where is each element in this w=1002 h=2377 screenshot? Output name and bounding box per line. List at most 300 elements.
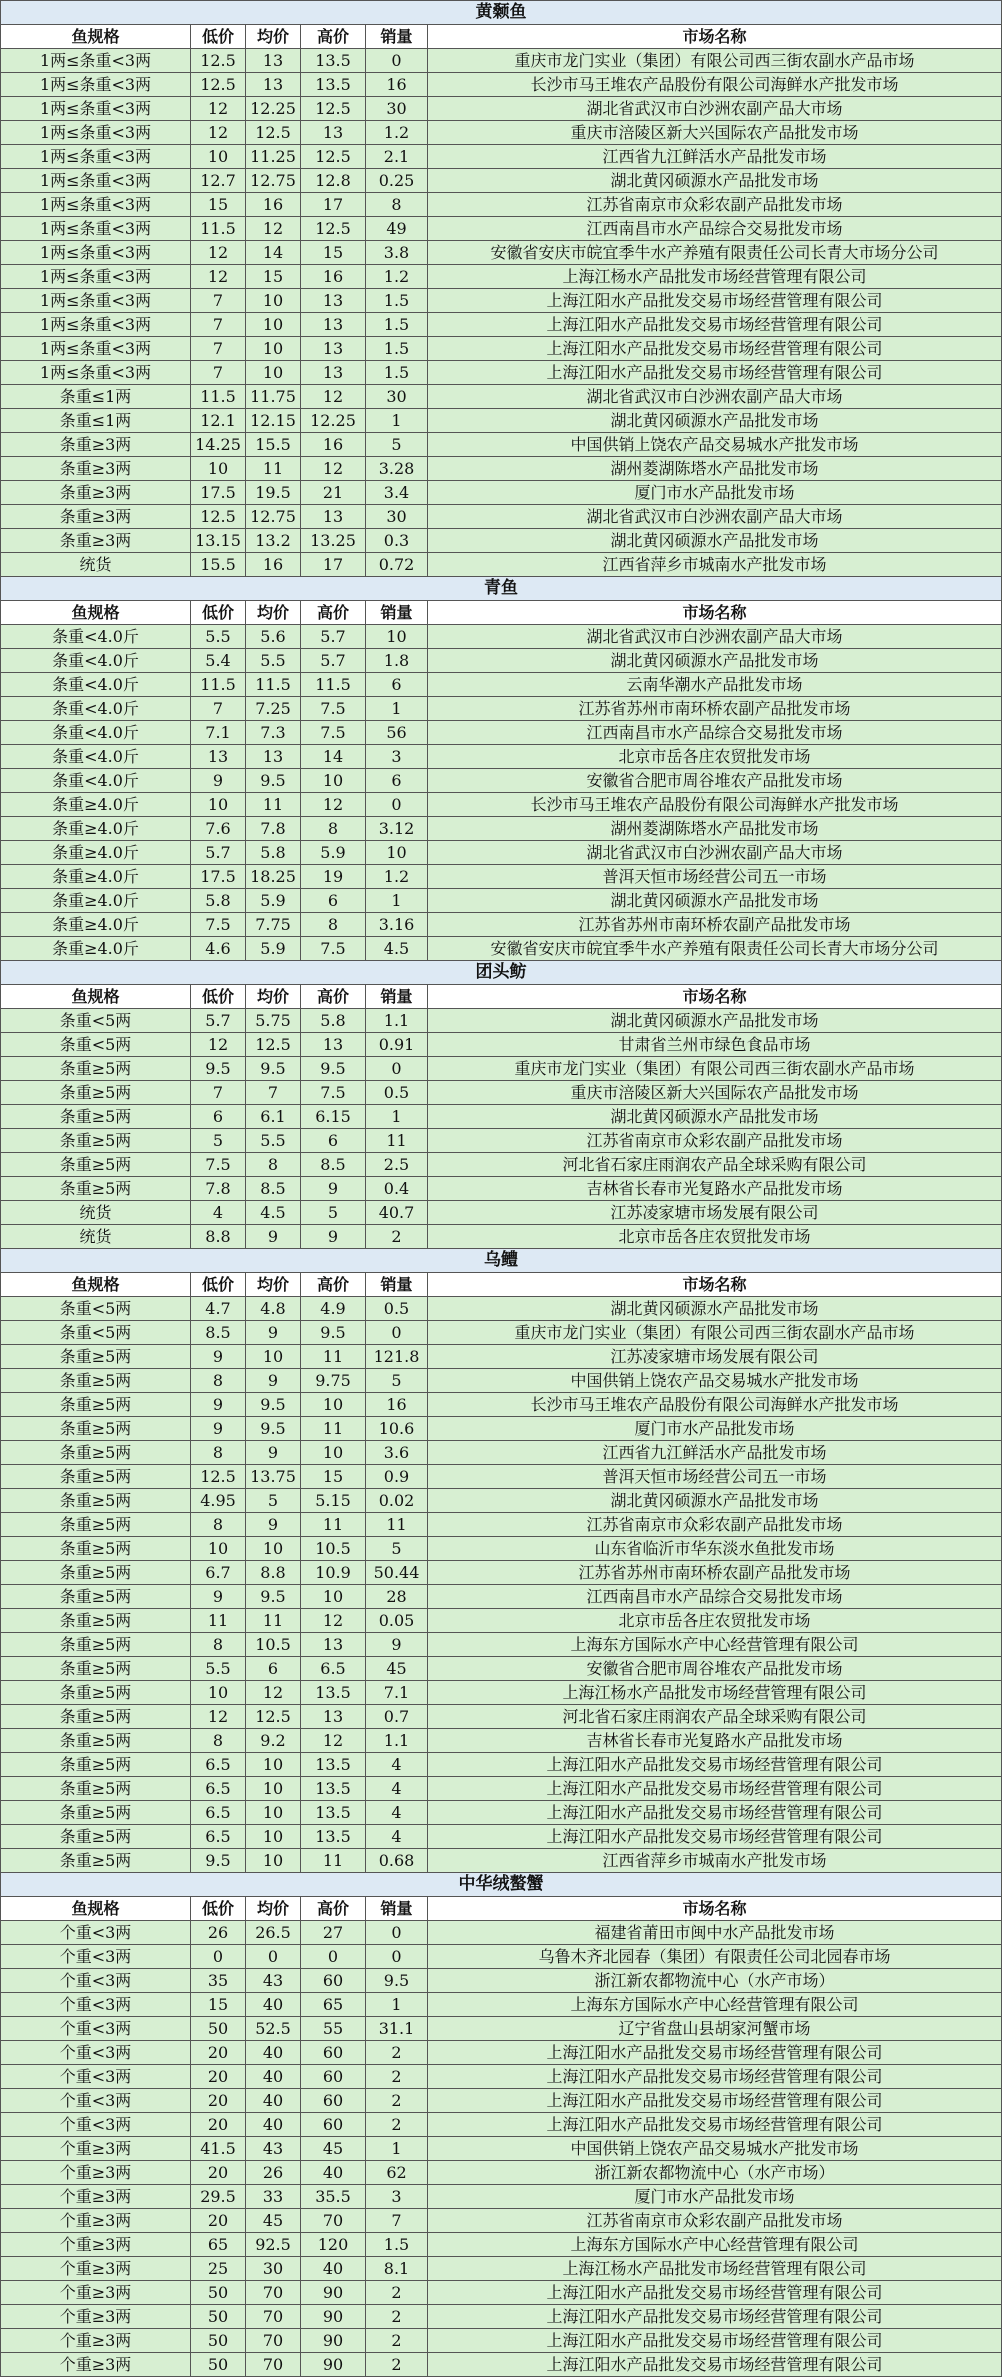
market-name-cell: 安徽省安庆市皖宜季牛水产养殖有限责任公司长青大市场分公司 <box>428 937 1002 961</box>
market-name-cell: 上海江阳水产品批发交易市场经营管理有限公司 <box>428 1753 1002 1777</box>
avg-price-cell: 33 <box>246 2185 301 2209</box>
table-row <box>1 1969 1002 1993</box>
low-price-cell: 5.8 <box>191 889 246 913</box>
volume-cell: 1.5 <box>366 289 428 313</box>
market-name-cell: 重庆市涪陵区新大兴国际农产品批发市场 <box>428 1081 1002 1105</box>
avg-price-cell: 16 <box>246 193 301 217</box>
table-row <box>1 2161 1002 2185</box>
high-price-cell: 11 <box>301 1345 366 1369</box>
avg-price-cell: 7 <box>246 1081 301 1105</box>
market-name-cell: 湖北黄冈硕源水产品批发市场 <box>428 649 1002 673</box>
avg-price-cell: 10 <box>246 361 301 385</box>
column-header: 销量 <box>366 25 428 49</box>
volume-cell: 3.6 <box>366 1441 428 1465</box>
low-price-cell: 12 <box>191 1705 246 1729</box>
table-row <box>1 505 1002 529</box>
table-row <box>1 2329 1002 2353</box>
avg-price-cell: 9 <box>246 1225 301 1249</box>
volume-cell: 45 <box>366 1657 428 1681</box>
volume-cell: 121.8 <box>366 1345 428 1369</box>
high-price-cell: 5.7 <box>301 625 366 649</box>
table-row <box>1 1177 1002 1201</box>
spec-cell: 统货 <box>1 1225 191 1249</box>
avg-price-cell: 9.2 <box>246 1729 301 1753</box>
spec-cell: 条重≥4.0斤 <box>1 793 191 817</box>
low-price-cell: 15 <box>191 1993 246 2017</box>
avg-price-cell: 7.25 <box>246 697 301 721</box>
market-name-cell: 江苏省南京市众彩农副产品批发市场 <box>428 2209 1002 2233</box>
table-row <box>1 553 1002 577</box>
volume-cell: 10.6 <box>366 1417 428 1441</box>
high-price-cell: 6 <box>301 889 366 913</box>
avg-price-cell: 10 <box>246 1849 301 1873</box>
high-price-cell: 5.8 <box>301 1009 366 1033</box>
volume-cell: 5 <box>366 433 428 457</box>
market-name-cell: 山东省临沂市华东淡水鱼批发市场 <box>428 1537 1002 1561</box>
high-price-cell: 13 <box>301 1633 366 1657</box>
market-name-cell: 上海江阳水产品批发交易市场经营管理有限公司 <box>428 289 1002 313</box>
high-price-cell: 13.5 <box>301 49 366 73</box>
table-row <box>1 937 1002 961</box>
low-price-cell: 6.7 <box>191 1561 246 1585</box>
market-name-cell: 上海江杨水产品批发市场经营管理有限公司 <box>428 1681 1002 1705</box>
spec-cell: 条重<4.0斤 <box>1 697 191 721</box>
high-price-cell: 11 <box>301 1513 366 1537</box>
high-price-cell: 5.15 <box>301 1489 366 1513</box>
market-name-cell: 湖北黄冈硕源水产品批发市场 <box>428 1297 1002 1321</box>
high-price-cell: 60 <box>301 1969 366 1993</box>
low-price-cell: 11.5 <box>191 385 246 409</box>
low-price-cell: 5.7 <box>191 1009 246 1033</box>
high-price-cell: 8 <box>301 913 366 937</box>
volume-cell: 6 <box>366 673 428 697</box>
spec-cell: 条重≥4.0斤 <box>1 841 191 865</box>
market-name-cell: 中国供销上饶农产品交易城水产批发市场 <box>428 433 1002 457</box>
low-price-cell: 65 <box>191 2233 246 2257</box>
table-row <box>1 697 1002 721</box>
low-price-cell: 7 <box>191 697 246 721</box>
table-row <box>1 2137 1002 2161</box>
high-price-cell: 9 <box>301 1177 366 1201</box>
spec-cell: 条重≥5两 <box>1 1537 191 1561</box>
section-title-row <box>1 577 1002 601</box>
column-header: 均价 <box>246 1273 301 1297</box>
market-name-cell: 浙江新农都物流中心（水产市场） <box>428 1969 1002 1993</box>
volume-cell: 2 <box>366 2041 428 2065</box>
column-header: 高价 <box>301 1273 366 1297</box>
spec-cell: 1两≤条重<3两 <box>1 49 191 73</box>
table-row <box>1 1129 1002 1153</box>
market-name-cell: 安徽省合肥市周谷堆农产品批发市场 <box>428 1657 1002 1681</box>
avg-price-cell: 13 <box>246 73 301 97</box>
volume-cell: 0 <box>366 1921 428 1945</box>
spec-cell: 条重<4.0斤 <box>1 769 191 793</box>
table-row <box>1 1393 1002 1417</box>
spec-cell: 条重≥3两 <box>1 457 191 481</box>
avg-price-cell: 10 <box>246 1537 301 1561</box>
avg-price-cell: 13.2 <box>246 529 301 553</box>
high-price-cell: 8.5 <box>301 1153 366 1177</box>
table-row <box>1 2065 1002 2089</box>
volume-cell: 0.3 <box>366 529 428 553</box>
column-header: 鱼规格 <box>1 25 191 49</box>
market-name-cell: 湖北黄冈硕源水产品批发市场 <box>428 889 1002 913</box>
table-row <box>1 1297 1002 1321</box>
high-price-cell: 13 <box>301 337 366 361</box>
high-price-cell: 9.5 <box>301 1057 366 1081</box>
table-row <box>1 433 1002 457</box>
volume-cell: 8.1 <box>366 2257 428 2281</box>
low-price-cell: 50 <box>191 2017 246 2041</box>
market-name-cell: 上海江杨水产品批发市场经营管理有限公司 <box>428 2257 1002 2281</box>
avg-price-cell: 12.5 <box>246 1033 301 1057</box>
spec-cell: 1两≤条重<3两 <box>1 121 191 145</box>
table-row <box>1 1537 1002 1561</box>
volume-cell: 0.4 <box>366 1177 428 1201</box>
spec-cell: 1两≤条重<3两 <box>1 97 191 121</box>
spec-cell: 条重≥5两 <box>1 1705 191 1729</box>
market-name-cell: 上海江阳水产品批发交易市场经营管理有限公司 <box>428 337 1002 361</box>
volume-cell: 1.5 <box>366 361 428 385</box>
market-name-cell: 湖北省武汉市白沙洲农副产品大市场 <box>428 97 1002 121</box>
high-price-cell: 60 <box>301 2065 366 2089</box>
table-row <box>1 1801 1002 1825</box>
volume-cell: 40.7 <box>366 1201 428 1225</box>
high-price-cell: 9.75 <box>301 1369 366 1393</box>
volume-cell: 16 <box>366 73 428 97</box>
spec-cell: 条重<5两 <box>1 1297 191 1321</box>
market-name-cell: 湖北省武汉市白沙洲农副产品大市场 <box>428 625 1002 649</box>
section-title-row <box>1 1873 1002 1897</box>
spec-cell: 条重<4.0斤 <box>1 673 191 697</box>
market-name-cell: 重庆市龙门实业（集团）有限公司西三街农副水产品市场 <box>428 49 1002 73</box>
high-price-cell: 10 <box>301 769 366 793</box>
avg-price-cell: 13 <box>246 49 301 73</box>
market-name-cell: 湖北黄冈硕源水产品批发市场 <box>428 1489 1002 1513</box>
spec-cell: 条重<4.0斤 <box>1 625 191 649</box>
volume-cell: 3.16 <box>366 913 428 937</box>
table-row <box>1 2353 1002 2377</box>
low-price-cell: 6.5 <box>191 1777 246 1801</box>
market-name-cell: 江苏省苏州市南环桥农副产品批发市场 <box>428 697 1002 721</box>
low-price-cell: 20 <box>191 2161 246 2185</box>
low-price-cell: 50 <box>191 2329 246 2353</box>
section-title-row <box>1 1 1002 25</box>
low-price-cell: 9 <box>191 1585 246 1609</box>
avg-price-cell: 9.5 <box>246 1417 301 1441</box>
low-price-cell: 12 <box>191 241 246 265</box>
spec-cell: 条重<4.0斤 <box>1 745 191 769</box>
section-title-row <box>1 1249 1002 1273</box>
high-price-cell: 13 <box>301 313 366 337</box>
avg-price-cell: 9.5 <box>246 1393 301 1417</box>
spec-cell: 统货 <box>1 1201 191 1225</box>
table-row <box>1 193 1002 217</box>
table-row <box>1 841 1002 865</box>
volume-cell: 50.44 <box>366 1561 428 1585</box>
avg-price-cell: 12 <box>246 217 301 241</box>
table-row <box>1 1153 1002 1177</box>
market-name-cell: 福建省莆田市闽中水产品批发市场 <box>428 1921 1002 1945</box>
avg-price-cell: 5 <box>246 1489 301 1513</box>
table-row <box>1 1345 1002 1369</box>
table-row <box>1 1489 1002 1513</box>
high-price-cell: 0 <box>301 1945 366 1969</box>
low-price-cell: 8 <box>191 1441 246 1465</box>
spec-cell: 条重≥5两 <box>1 1177 191 1201</box>
avg-price-cell: 10 <box>246 1801 301 1825</box>
high-price-cell: 13.5 <box>301 1801 366 1825</box>
high-price-cell: 65 <box>301 1993 366 2017</box>
spec-cell: 条重≥5两 <box>1 1489 191 1513</box>
market-name-cell: 上海东方国际水产中心经营管理有限公司 <box>428 1633 1002 1657</box>
spec-cell: 1两≤条重<3两 <box>1 241 191 265</box>
avg-price-cell: 8.8 <box>246 1561 301 1585</box>
low-price-cell: 11.5 <box>191 217 246 241</box>
low-price-cell: 7 <box>191 289 246 313</box>
market-name-cell: 北京市岳各庄农贸批发市场 <box>428 1609 1002 1633</box>
spec-cell: 条重≥4.0斤 <box>1 913 191 937</box>
spec-cell: 1两≤条重<3两 <box>1 265 191 289</box>
table-row <box>1 2233 1002 2257</box>
spec-cell: 条重≥5两 <box>1 1825 191 1849</box>
market-name-cell: 厦门市水产品批发市场 <box>428 1417 1002 1441</box>
avg-price-cell: 9 <box>246 1321 301 1345</box>
low-price-cell: 10 <box>191 1537 246 1561</box>
table-row <box>1 673 1002 697</box>
avg-price-cell: 6.1 <box>246 1105 301 1129</box>
avg-price-cell: 70 <box>246 2329 301 2353</box>
market-name-cell: 上海江阳水产品批发交易市场经营管理有限公司 <box>428 2065 1002 2089</box>
spec-cell: 条重≥5两 <box>1 1417 191 1441</box>
low-price-cell: 12 <box>191 265 246 289</box>
market-name-cell: 江西南昌市水产品综合交易批发市场 <box>428 1585 1002 1609</box>
market-name-cell: 上海江阳水产品批发交易市场经营管理有限公司 <box>428 2041 1002 2065</box>
avg-price-cell: 92.5 <box>246 2233 301 2257</box>
market-name-cell: 长沙市马王堆农产品股份有限公司海鲜水产批发市场 <box>428 793 1002 817</box>
market-name-cell: 北京市岳各庄农贸批发市场 <box>428 745 1002 769</box>
table-row <box>1 913 1002 937</box>
volume-cell: 10 <box>366 841 428 865</box>
table-row <box>1 2209 1002 2233</box>
avg-price-cell: 19.5 <box>246 481 301 505</box>
avg-price-cell: 10 <box>246 337 301 361</box>
table-row <box>1 745 1002 769</box>
column-header: 高价 <box>301 985 366 1009</box>
volume-cell: 4 <box>366 1753 428 1777</box>
table-row <box>1 721 1002 745</box>
low-price-cell: 12.1 <box>191 409 246 433</box>
high-price-cell: 13.5 <box>301 1753 366 1777</box>
avg-price-cell: 40 <box>246 2089 301 2113</box>
column-header: 销量 <box>366 1273 428 1297</box>
market-name-cell: 云南华潮水产品批发市场 <box>428 673 1002 697</box>
avg-price-cell: 40 <box>246 2041 301 2065</box>
volume-cell: 10 <box>366 625 428 649</box>
volume-cell: 3.8 <box>366 241 428 265</box>
market-name-cell: 北京市岳各庄农贸批发市场 <box>428 1225 1002 1249</box>
table-row <box>1 385 1002 409</box>
avg-price-cell: 0 <box>246 1945 301 1969</box>
market-name-cell: 厦门市水产品批发市场 <box>428 2185 1002 2209</box>
table-row <box>1 1441 1002 1465</box>
column-header-row <box>1 985 1002 1009</box>
column-header: 低价 <box>191 1273 246 1297</box>
spec-cell: 条重≥5两 <box>1 1729 191 1753</box>
high-price-cell: 13 <box>301 505 366 529</box>
low-price-cell: 7.6 <box>191 817 246 841</box>
volume-cell: 0.05 <box>366 1609 428 1633</box>
low-price-cell: 10 <box>191 457 246 481</box>
low-price-cell: 29.5 <box>191 2185 246 2209</box>
high-price-cell: 12.25 <box>301 409 366 433</box>
volume-cell: 0.7 <box>366 1705 428 1729</box>
volume-cell: 1 <box>366 889 428 913</box>
section-title: 乌鳢 <box>1 1249 1002 1273</box>
volume-cell: 1.1 <box>366 1009 428 1033</box>
table-row <box>1 1033 1002 1057</box>
table-row <box>1 1105 1002 1129</box>
spec-cell: 1两≤条重<3两 <box>1 217 191 241</box>
table-row <box>1 121 1002 145</box>
table-row <box>1 97 1002 121</box>
volume-cell: 3 <box>366 745 428 769</box>
low-price-cell: 10 <box>191 145 246 169</box>
table-row <box>1 337 1002 361</box>
table-row <box>1 2281 1002 2305</box>
spec-cell: 条重≥5两 <box>1 1681 191 1705</box>
market-name-cell: 江苏省南京市众彩农副产品批发市场 <box>428 1513 1002 1537</box>
high-price-cell: 16 <box>301 433 366 457</box>
avg-price-cell: 8.5 <box>246 1177 301 1201</box>
volume-cell: 7.1 <box>366 1681 428 1705</box>
section-title: 青鱼 <box>1 577 1002 601</box>
market-name-cell: 湖北省武汉市白沙洲农副产品大市场 <box>428 385 1002 409</box>
high-price-cell: 7.5 <box>301 721 366 745</box>
high-price-cell: 11 <box>301 1417 366 1441</box>
high-price-cell: 90 <box>301 2329 366 2353</box>
spec-cell: 个重<3两 <box>1 1921 191 1945</box>
spec-cell: 个重≥3两 <box>1 2233 191 2257</box>
low-price-cell: 6 <box>191 1105 246 1129</box>
spec-cell: 条重≥5两 <box>1 1561 191 1585</box>
table-row <box>1 1201 1002 1225</box>
market-name-cell: 江苏省南京市众彩农副产品批发市场 <box>428 1129 1002 1153</box>
avg-price-cell: 10 <box>246 1825 301 1849</box>
market-name-cell: 湖州菱湖陈塔水产品批发市场 <box>428 457 1002 481</box>
avg-price-cell: 43 <box>246 1969 301 1993</box>
spec-cell: 条重≥3两 <box>1 505 191 529</box>
table-row <box>1 2185 1002 2209</box>
table-row <box>1 817 1002 841</box>
low-price-cell: 20 <box>191 2113 246 2137</box>
spec-cell: 个重<3两 <box>1 2089 191 2113</box>
spec-cell: 条重≥4.0斤 <box>1 889 191 913</box>
volume-cell: 49 <box>366 217 428 241</box>
table-row <box>1 145 1002 169</box>
volume-cell: 2 <box>366 2113 428 2137</box>
avg-price-cell: 9 <box>246 1513 301 1537</box>
high-price-cell: 40 <box>301 2257 366 2281</box>
high-price-cell: 12 <box>301 457 366 481</box>
low-price-cell: 11.5 <box>191 673 246 697</box>
spec-cell: 个重<3两 <box>1 1969 191 1993</box>
column-header: 市场名称 <box>428 601 1002 625</box>
volume-cell: 1.1 <box>366 1729 428 1753</box>
high-price-cell: 45 <box>301 2137 366 2161</box>
high-price-cell: 17 <box>301 193 366 217</box>
avg-price-cell: 40 <box>246 1993 301 2017</box>
spec-cell: 条重≥5两 <box>1 1441 191 1465</box>
volume-cell: 1.5 <box>366 313 428 337</box>
spec-cell: 条重≥5两 <box>1 1609 191 1633</box>
volume-cell: 0.72 <box>366 553 428 577</box>
high-price-cell: 13.25 <box>301 529 366 553</box>
low-price-cell: 12.5 <box>191 73 246 97</box>
low-price-cell: 8.8 <box>191 1225 246 1249</box>
table-row <box>1 1849 1002 1873</box>
market-name-cell: 江西省萍乡市城南水产批发市场 <box>428 1849 1002 1873</box>
volume-cell: 1 <box>366 409 428 433</box>
volume-cell: 62 <box>366 2161 428 2185</box>
low-price-cell: 7.8 <box>191 1177 246 1201</box>
table-row <box>1 793 1002 817</box>
volume-cell: 0 <box>366 49 428 73</box>
table-row <box>1 2305 1002 2329</box>
avg-price-cell: 30 <box>246 2257 301 2281</box>
column-header: 均价 <box>246 985 301 1009</box>
high-price-cell: 19 <box>301 865 366 889</box>
table-row <box>1 313 1002 337</box>
volume-cell: 0 <box>366 793 428 817</box>
table-row <box>1 889 1002 913</box>
table-row <box>1 2113 1002 2137</box>
spec-cell: 条重≥5两 <box>1 1849 191 1873</box>
low-price-cell: 10 <box>191 1681 246 1705</box>
spec-cell: 个重≥3两 <box>1 2185 191 2209</box>
volume-cell: 3 <box>366 2185 428 2209</box>
table-row <box>1 1633 1002 1657</box>
market-name-cell: 重庆市龙门实业（集团）有限公司西三街农副水产品市场 <box>428 1057 1002 1081</box>
spec-cell: 个重<3两 <box>1 2041 191 2065</box>
avg-price-cell: 40 <box>246 2113 301 2137</box>
spec-cell: 条重≥5两 <box>1 1585 191 1609</box>
high-price-cell: 90 <box>301 2281 366 2305</box>
low-price-cell: 12.5 <box>191 49 246 73</box>
spec-cell: 条重≥5两 <box>1 1345 191 1369</box>
high-price-cell: 7.5 <box>301 1081 366 1105</box>
low-price-cell: 5.5 <box>191 1657 246 1681</box>
market-name-cell: 湖北黄冈硕源水产品批发市场 <box>428 1105 1002 1129</box>
avg-price-cell: 14 <box>246 241 301 265</box>
avg-price-cell: 9 <box>246 1369 301 1393</box>
volume-cell: 31.1 <box>366 2017 428 2041</box>
market-name-cell: 江西省九江鲜活水产品批发市场 <box>428 145 1002 169</box>
low-price-cell: 17.5 <box>191 865 246 889</box>
high-price-cell: 13.5 <box>301 1681 366 1705</box>
volume-cell: 0.9 <box>366 1465 428 1489</box>
volume-cell: 2.5 <box>366 1153 428 1177</box>
table-row <box>1 265 1002 289</box>
market-name-cell: 湖北黄冈硕源水产品批发市场 <box>428 409 1002 433</box>
avg-price-cell: 43 <box>246 2137 301 2161</box>
high-price-cell: 10.9 <box>301 1561 366 1585</box>
high-price-cell: 21 <box>301 481 366 505</box>
table-row <box>1 1081 1002 1105</box>
table-row <box>1 241 1002 265</box>
market-name-cell: 浙江新农都物流中心（水产市场） <box>428 2161 1002 2185</box>
high-price-cell: 13.5 <box>301 73 366 97</box>
